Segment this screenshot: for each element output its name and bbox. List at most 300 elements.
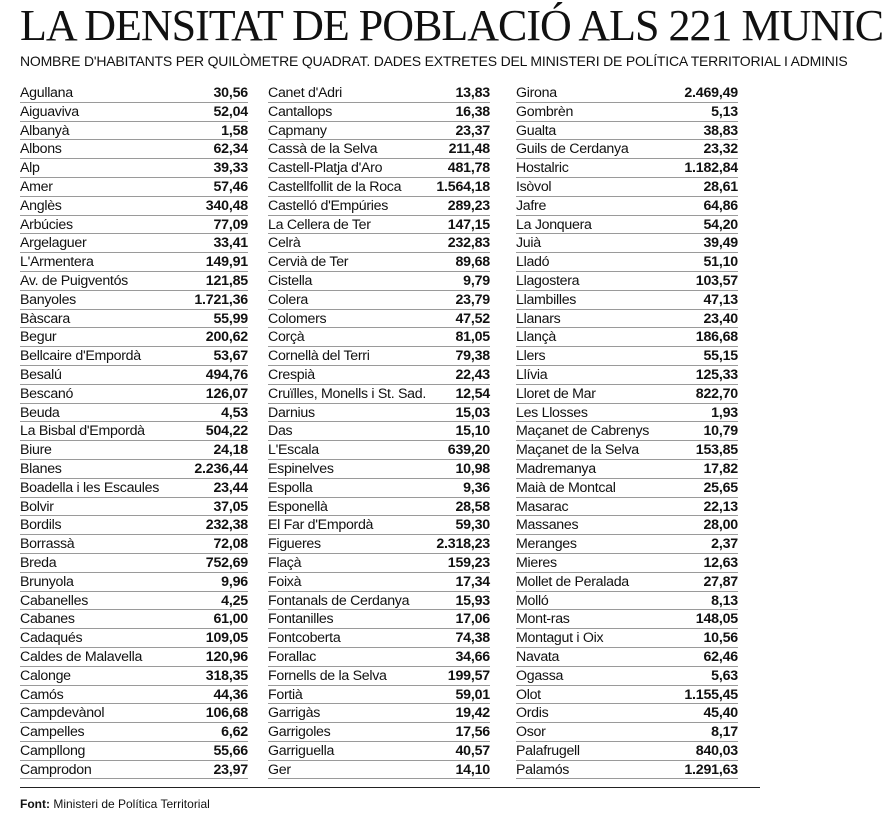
table-row bbox=[20, 498, 248, 517]
table-row bbox=[20, 140, 248, 159]
municipality-name: Campelles bbox=[20, 724, 85, 741]
density-value: 10,56 bbox=[703, 630, 738, 647]
municipality-name: Mont-ras bbox=[516, 611, 570, 628]
density-value: 37,05 bbox=[213, 498, 248, 515]
density-value: 13,83 bbox=[455, 85, 490, 101]
municipality-name: Das bbox=[268, 423, 293, 440]
density-value: 51,10 bbox=[703, 254, 738, 271]
density-value: 28,61 bbox=[703, 178, 738, 195]
table-row bbox=[20, 178, 248, 197]
municipality-name: Llagostera bbox=[516, 272, 580, 289]
table-row bbox=[20, 234, 248, 253]
municipality-name: Lladó bbox=[516, 254, 550, 271]
table-row bbox=[20, 366, 248, 385]
municipality-name: Llívia bbox=[516, 366, 548, 383]
table-row bbox=[20, 554, 248, 573]
table-row bbox=[516, 422, 738, 441]
density-value: 52,04 bbox=[213, 103, 248, 120]
municipality-name: Meranges bbox=[516, 536, 577, 553]
municipality-name: Maià de Montcal bbox=[516, 479, 616, 496]
density-value: 12,63 bbox=[703, 554, 738, 571]
density-value: 200,62 bbox=[205, 329, 248, 346]
table-row bbox=[516, 761, 738, 780]
municipality-name: Begur bbox=[20, 329, 57, 346]
density-value: 45,40 bbox=[703, 705, 738, 722]
density-value: 33,41 bbox=[213, 235, 248, 252]
density-value: 54,20 bbox=[703, 216, 738, 233]
density-value: 159,23 bbox=[447, 554, 490, 571]
density-value: 147,15 bbox=[447, 216, 490, 233]
table-row bbox=[268, 310, 490, 329]
source-label: Font: bbox=[20, 797, 50, 811]
municipality-name: Ordis bbox=[516, 705, 549, 722]
density-value: 55,66 bbox=[213, 742, 248, 759]
density-value: 2,37 bbox=[711, 536, 738, 553]
density-value: 27,87 bbox=[703, 573, 738, 590]
density-value: 28,00 bbox=[703, 517, 738, 534]
density-value: 28,58 bbox=[455, 498, 490, 515]
density-value: 9,79 bbox=[463, 272, 490, 289]
table-row bbox=[268, 197, 490, 216]
table-row bbox=[516, 723, 738, 742]
municipality-name: Bàscara bbox=[20, 310, 70, 327]
municipality-name: Caldes de Malavella bbox=[20, 648, 143, 665]
density-value: 17,82 bbox=[703, 460, 738, 477]
municipality-name: Cantallops bbox=[268, 103, 333, 120]
table-row bbox=[20, 103, 248, 122]
density-value: 125,33 bbox=[695, 366, 738, 383]
density-value: 4,25 bbox=[221, 592, 248, 609]
table-row bbox=[20, 422, 248, 441]
municipality-name: Cistella bbox=[268, 272, 313, 289]
density-value: 62,46 bbox=[703, 648, 738, 665]
density-value: 19,42 bbox=[455, 705, 490, 722]
density-value: 494,76 bbox=[205, 366, 248, 383]
table-row bbox=[20, 122, 248, 141]
table-row bbox=[268, 554, 490, 573]
table-row bbox=[268, 441, 490, 460]
table-row bbox=[516, 592, 738, 611]
density-value: 12,54 bbox=[455, 385, 490, 402]
table-row bbox=[268, 272, 490, 291]
municipality-name: Masarac bbox=[516, 498, 569, 515]
density-value: 4,53 bbox=[221, 404, 248, 421]
density-value: 81,05 bbox=[455, 329, 490, 346]
table-row bbox=[516, 404, 738, 423]
density-value: 23,44 bbox=[213, 479, 248, 496]
density-value: 89,68 bbox=[455, 254, 490, 271]
municipality-name: Mieres bbox=[516, 554, 557, 571]
municipality-name: Arbúcies bbox=[20, 216, 73, 233]
table-row bbox=[268, 535, 490, 554]
density-value: 5,63 bbox=[711, 667, 738, 684]
table-row bbox=[516, 291, 738, 310]
density-value: 1,58 bbox=[221, 122, 248, 139]
municipality-name: Garriguella bbox=[268, 742, 335, 759]
table-row bbox=[516, 460, 738, 479]
municipality-name: Mollet de Peralada bbox=[516, 573, 629, 590]
density-value: 53,67 bbox=[213, 348, 248, 365]
density-value: 14,10 bbox=[455, 761, 490, 778]
municipality-name: Av. de Puigventós bbox=[20, 272, 128, 289]
table-row bbox=[20, 347, 248, 366]
table-row bbox=[268, 366, 490, 385]
density-value: 74,38 bbox=[455, 630, 490, 647]
table-row bbox=[20, 704, 248, 723]
municipality-name: Breda bbox=[20, 554, 57, 571]
table-row bbox=[268, 460, 490, 479]
table-row bbox=[516, 498, 738, 517]
table-row bbox=[268, 723, 490, 742]
municipality-name: Llambilles bbox=[516, 291, 577, 308]
density-value: 120,96 bbox=[205, 648, 248, 665]
municipality-name: La Bisbal d'Empordà bbox=[20, 423, 145, 440]
municipality-name: Espolla bbox=[268, 479, 313, 496]
table-row bbox=[20, 535, 248, 554]
table-row bbox=[20, 159, 248, 178]
municipality-name: Forallac bbox=[268, 648, 317, 665]
density-value: 47,13 bbox=[703, 291, 738, 308]
municipality-name: Colera bbox=[268, 291, 308, 308]
density-value: 2.318,23 bbox=[436, 536, 490, 553]
municipality-name: Foixà bbox=[268, 573, 302, 590]
municipality-name: Albons bbox=[20, 141, 62, 158]
density-value: 8,13 bbox=[711, 592, 738, 609]
density-value: 211,48 bbox=[448, 141, 490, 158]
table-row bbox=[268, 216, 490, 235]
density-value: 59,01 bbox=[455, 686, 490, 703]
municipality-name: Molló bbox=[516, 592, 549, 609]
density-value: 15,03 bbox=[455, 404, 490, 421]
municipality-name: Guils de Cerdanya bbox=[516, 141, 629, 158]
municipality-name: Maçanet de Cabrenys bbox=[516, 423, 650, 440]
density-value: 6,62 bbox=[221, 724, 248, 741]
density-value: 24,18 bbox=[213, 442, 248, 459]
municipality-name: Cervià de Ter bbox=[268, 254, 349, 271]
density-value: 61,00 bbox=[213, 611, 248, 628]
table-row bbox=[268, 610, 490, 629]
density-value: 17,56 bbox=[455, 724, 490, 741]
density-value: 64,86 bbox=[703, 197, 738, 214]
table-row bbox=[268, 122, 490, 141]
table-row bbox=[20, 761, 248, 780]
municipality-name: Cabanelles bbox=[20, 592, 88, 609]
table-row bbox=[516, 704, 738, 723]
table-row bbox=[20, 460, 248, 479]
table-row bbox=[516, 648, 738, 667]
municipality-name: El Far d'Empordà bbox=[268, 517, 374, 534]
source-text: Ministeri de Política Territorial bbox=[49, 797, 210, 811]
table-row bbox=[20, 216, 248, 235]
municipality-name: L'Escala bbox=[268, 442, 319, 459]
municipality-name: Les Llosses bbox=[516, 404, 588, 421]
table-row bbox=[268, 498, 490, 517]
municipality-name: Argelaguer bbox=[20, 235, 87, 252]
municipality-name: Montagut i Oix bbox=[516, 630, 604, 647]
density-value: 23,32 bbox=[703, 141, 738, 158]
table-row bbox=[20, 516, 248, 535]
density-value: 17,34 bbox=[455, 573, 490, 590]
table-row bbox=[516, 216, 738, 235]
municipality-name: Cabanes bbox=[20, 611, 75, 628]
municipality-name: Bordils bbox=[20, 517, 62, 534]
municipality-name: Boadella i les Escaules bbox=[20, 479, 160, 496]
table-row bbox=[20, 742, 248, 761]
density-value: 1.155,45 bbox=[684, 686, 738, 703]
municipality-name: Hostalric bbox=[516, 160, 569, 177]
municipality-name: Brunyola bbox=[20, 573, 74, 590]
table-row bbox=[20, 84, 248, 103]
source-note bbox=[20, 797, 210, 811]
municipality-name: Osor bbox=[516, 724, 546, 741]
municipality-name: Colomers bbox=[268, 310, 327, 327]
table-row bbox=[516, 159, 738, 178]
table-row bbox=[516, 573, 738, 592]
table-row bbox=[20, 253, 248, 272]
density-value: 39,49 bbox=[703, 235, 738, 252]
density-value: 126,07 bbox=[205, 385, 248, 402]
municipality-name: Celrà bbox=[268, 235, 301, 252]
density-value: 8,17 bbox=[711, 724, 738, 741]
table-row bbox=[20, 723, 248, 742]
density-value: 16,38 bbox=[455, 103, 490, 120]
municipality-name: Blanes bbox=[20, 460, 62, 477]
municipality-name: Llançà bbox=[516, 329, 557, 346]
municipality-name: Camós bbox=[20, 686, 64, 703]
table-row bbox=[268, 404, 490, 423]
footer-divider bbox=[20, 787, 760, 788]
density-value: 59,30 bbox=[455, 517, 490, 534]
table-row bbox=[268, 686, 490, 705]
density-value: 34,66 bbox=[455, 648, 490, 665]
density-value: 232,83 bbox=[447, 235, 490, 252]
table-row bbox=[268, 648, 490, 667]
table-row bbox=[268, 140, 490, 159]
municipality-name: Ger bbox=[268, 761, 291, 778]
table-row bbox=[20, 629, 248, 648]
density-value: 47,52 bbox=[455, 310, 490, 327]
density-value: 153,85 bbox=[695, 442, 738, 459]
density-value: 199,57 bbox=[447, 667, 490, 684]
municipality-name: Castell-Platja d'Aro bbox=[268, 160, 383, 177]
density-value: 55,15 bbox=[703, 348, 738, 365]
density-value: 232,38 bbox=[205, 517, 248, 534]
table-row bbox=[268, 234, 490, 253]
table-column-3 bbox=[516, 84, 738, 779]
table-row bbox=[268, 516, 490, 535]
municipality-name: Massanes bbox=[516, 517, 579, 534]
density-value: 62,34 bbox=[213, 141, 248, 158]
density-value: 1.291,63 bbox=[684, 761, 738, 778]
table-row bbox=[20, 310, 248, 329]
table-row bbox=[268, 479, 490, 498]
table-row bbox=[268, 761, 490, 780]
density-value: 822,70 bbox=[695, 385, 738, 402]
municipality-name: Cruïlles, Monells i St. Sad. bbox=[268, 385, 426, 402]
municipality-name: Besalú bbox=[20, 366, 62, 383]
municipality-name: Darnius bbox=[268, 404, 315, 421]
table-column-2 bbox=[268, 84, 490, 779]
density-value: 15,10 bbox=[455, 423, 490, 440]
table-row bbox=[516, 272, 738, 291]
municipality-name: Bellcaire d'Empordà bbox=[20, 348, 141, 365]
table-row bbox=[20, 686, 248, 705]
table-row bbox=[516, 629, 738, 648]
municipality-name: Palamós bbox=[516, 761, 570, 778]
density-value: 1,93 bbox=[711, 404, 738, 421]
table-row bbox=[20, 667, 248, 686]
density-value: 25,65 bbox=[703, 479, 738, 496]
table-row bbox=[268, 347, 490, 366]
density-value: 504,22 bbox=[205, 423, 248, 440]
density-value: 23,40 bbox=[703, 310, 738, 327]
municipality-name: Navata bbox=[516, 648, 560, 665]
municipality-name: Fortià bbox=[268, 686, 303, 703]
table-row bbox=[268, 253, 490, 272]
density-value: 2.469,49 bbox=[684, 85, 738, 101]
municipality-name: Campdevànol bbox=[20, 705, 105, 722]
municipality-name: Madremanya bbox=[516, 460, 596, 477]
table-row bbox=[516, 253, 738, 272]
table-row bbox=[268, 704, 490, 723]
table-row bbox=[268, 328, 490, 347]
table-row bbox=[516, 140, 738, 159]
density-value: 289,23 bbox=[447, 197, 490, 214]
municipality-name: Canet d'Adri bbox=[268, 85, 343, 101]
municipality-name: Albanyà bbox=[20, 122, 70, 139]
density-value: 639,20 bbox=[447, 442, 490, 459]
table-row bbox=[268, 159, 490, 178]
page-subtitle: NOMBRE D'HABITANTS PER QUILÒMETRE QUADRAT. DADES EXTRETES DEL MINISTERI DE POLÍTICA TERRITORIAL I ADMINIS bbox=[20, 53, 848, 69]
municipality-name: Espinelves bbox=[268, 460, 334, 477]
municipality-name: Bescanó bbox=[20, 385, 74, 402]
municipality-name: Corçà bbox=[268, 329, 305, 346]
municipality-name: Llanars bbox=[516, 310, 561, 327]
table-row bbox=[516, 234, 738, 253]
density-value: 44,36 bbox=[213, 686, 248, 703]
density-value: 103,57 bbox=[695, 272, 738, 289]
table-column-1 bbox=[20, 84, 248, 779]
table-row bbox=[516, 667, 738, 686]
table-row bbox=[516, 554, 738, 573]
table-row bbox=[516, 610, 738, 629]
density-value: 10,98 bbox=[455, 460, 490, 477]
density-value: 57,46 bbox=[213, 178, 248, 195]
municipality-name: Cornellà del Terri bbox=[268, 348, 370, 365]
table-row bbox=[268, 291, 490, 310]
density-value: 148,05 bbox=[695, 611, 738, 628]
density-value: 1.182,84 bbox=[684, 160, 738, 177]
table-row bbox=[268, 422, 490, 441]
density-value: 39,33 bbox=[213, 160, 248, 177]
density-value: 23,37 bbox=[455, 122, 490, 139]
density-value: 23,79 bbox=[455, 291, 490, 308]
municipality-name: Anglès bbox=[20, 197, 62, 214]
density-value: 23,97 bbox=[213, 761, 248, 778]
table-row bbox=[20, 592, 248, 611]
municipality-name: Gualta bbox=[516, 122, 557, 139]
municipality-name: Isòvol bbox=[516, 178, 552, 195]
table-row bbox=[20, 197, 248, 216]
table-row bbox=[268, 178, 490, 197]
table-row bbox=[516, 84, 738, 103]
municipality-name: L'Armentera bbox=[20, 254, 94, 271]
density-value: 318,35 bbox=[205, 667, 248, 684]
density-value: 5,13 bbox=[711, 103, 738, 120]
density-value: 72,08 bbox=[213, 536, 248, 553]
municipality-name: Alp bbox=[20, 160, 40, 177]
municipality-name: Crespià bbox=[268, 366, 315, 383]
municipality-name: Garrigàs bbox=[268, 705, 321, 722]
density-value: 186,68 bbox=[695, 329, 738, 346]
municipality-name: Ogassa bbox=[516, 667, 564, 684]
table-row bbox=[516, 686, 738, 705]
density-value: 79,38 bbox=[455, 348, 490, 365]
municipality-name: Cadaqués bbox=[20, 630, 83, 647]
municipality-name: Olot bbox=[516, 686, 541, 703]
municipality-name: Lloret de Mar bbox=[516, 385, 596, 402]
municipality-name: Bolvir bbox=[20, 498, 54, 515]
table-row bbox=[20, 291, 248, 310]
municipality-name: Agullana bbox=[20, 85, 73, 101]
table-row bbox=[20, 573, 248, 592]
density-value: 2.236,44 bbox=[194, 460, 248, 477]
density-value: 22,43 bbox=[455, 366, 490, 383]
density-value: 840,03 bbox=[695, 742, 738, 759]
page-title: LA DENSITAT DE POBLACIÓ ALS 221 MUNIC bbox=[20, 1, 883, 50]
table-row bbox=[20, 441, 248, 460]
municipality-name: La Jonquera bbox=[516, 216, 592, 233]
density-value: 1.564,18 bbox=[436, 178, 490, 195]
table-row bbox=[20, 272, 248, 291]
table-row bbox=[516, 197, 738, 216]
table-row bbox=[516, 178, 738, 197]
table-row bbox=[20, 610, 248, 629]
table-row bbox=[516, 366, 738, 385]
table-row bbox=[516, 742, 738, 761]
density-value: 77,09 bbox=[213, 216, 248, 233]
table-row bbox=[516, 479, 738, 498]
municipality-name: Cassà de la Selva bbox=[268, 141, 378, 158]
density-value: 9,36 bbox=[463, 479, 490, 496]
density-value: 340,48 bbox=[205, 197, 248, 214]
municipality-name: Camprodon bbox=[20, 761, 92, 778]
municipality-name: Palafrugell bbox=[516, 742, 580, 759]
density-value: 752,69 bbox=[205, 554, 248, 571]
municipality-name: Fontcoberta bbox=[268, 630, 341, 647]
municipality-name: Esponellà bbox=[268, 498, 328, 515]
density-value: 149,91 bbox=[205, 254, 248, 271]
municipality-name: Llers bbox=[516, 348, 546, 365]
table-row bbox=[268, 592, 490, 611]
table-row bbox=[516, 310, 738, 329]
density-value: 55,99 bbox=[213, 310, 248, 327]
table-row bbox=[516, 385, 738, 404]
table-row bbox=[20, 385, 248, 404]
municipality-name: Banyoles bbox=[20, 291, 76, 308]
municipality-name: Castellfollit de la Roca bbox=[268, 178, 402, 195]
density-value: 109,05 bbox=[205, 630, 248, 647]
table-row bbox=[516, 328, 738, 347]
table-row bbox=[516, 347, 738, 366]
table-row bbox=[268, 573, 490, 592]
municipality-name: Flaçà bbox=[268, 554, 302, 571]
table-row bbox=[268, 629, 490, 648]
municipality-name: Beuda bbox=[20, 404, 60, 421]
table-row bbox=[268, 742, 490, 761]
density-value: 30,56 bbox=[213, 85, 248, 101]
municipality-name: La Cellera de Ter bbox=[268, 216, 371, 233]
